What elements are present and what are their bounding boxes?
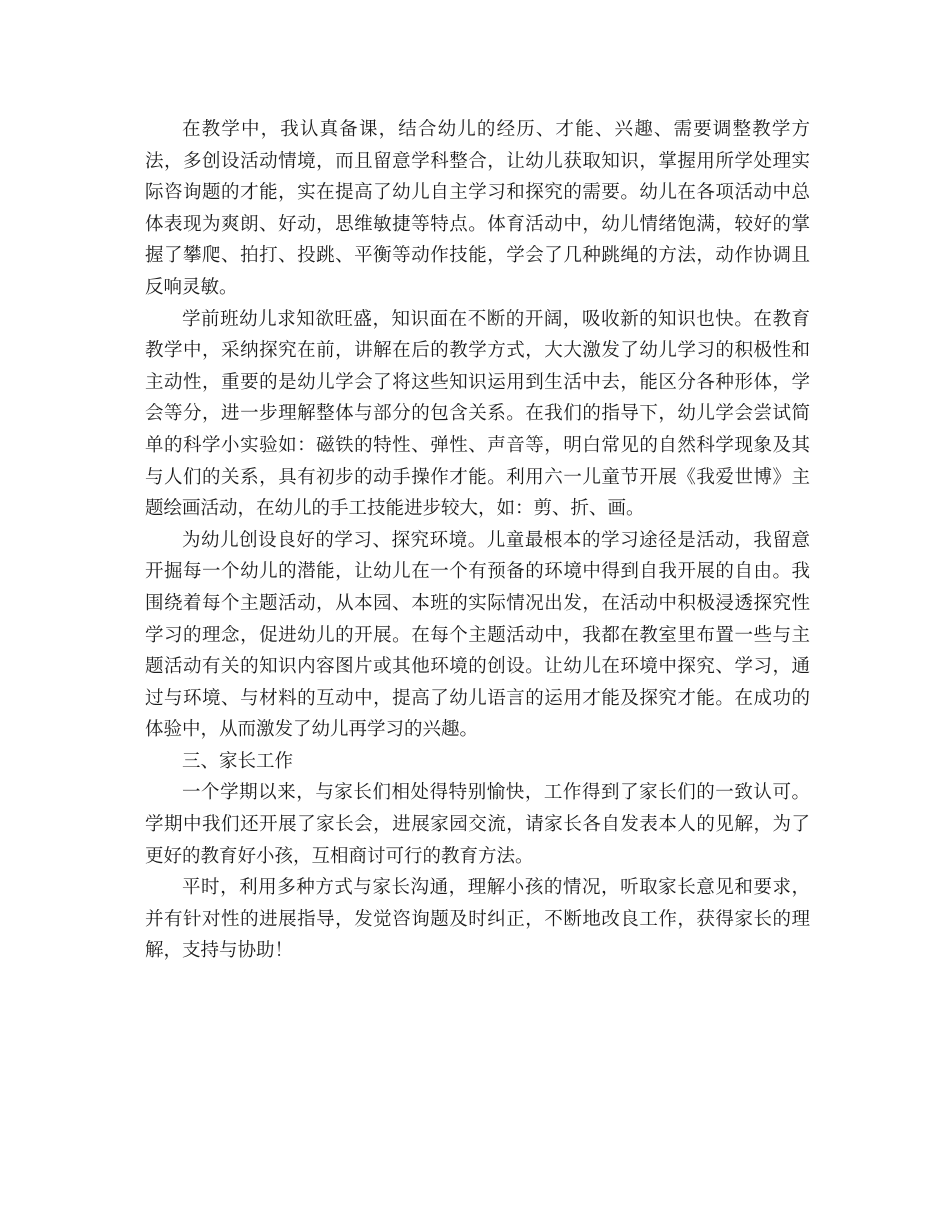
paragraph-environment: 为幼儿创设良好的学习、探究环境。儿童最根本的学习途径是活动，我留意开掘每一个幼儿的潜能，让幼儿在一个有预备的环境中得到自我开展的自由。我围绕着每个主题活动，从本园、本班的实际情况出发，在活动中积极浸透探究性学习的理念，促进幼儿的开展。在每个主题活动中，我都在教室里布置一些与主题活动有关的知识内容图片或其他环境的创设。让幼儿在环境中探究、学习，通过与环境、与材料的互动中，提高了幼儿语言的运用才能及探究才能。在成功的体验中，从而激发了幼儿再学习的兴趣。 bbox=[145, 529, 810, 741]
paragraph-teaching: 在教学中，我认真备课，结合幼儿的经历、才能、兴趣、需要调整教学方法，多创设活动情境，而且留意学科整合，让幼儿获取知识，掌握用所学处理实际咨询题的才能，实在提高了幼儿自主学习和探究的需要。幼儿在各项活动中总体表现为爽朗、好动，思维敏捷等特点。体育活动中，幼儿情绪饱满，较好的掌握了攀爬、拍打、投跳、平衡等动作技能，学会了几种跳绳的方法，动作协调且反响灵敏。 bbox=[145, 119, 810, 298]
section-heading-parent-work: 三、家长工作 bbox=[182, 750, 294, 772]
document-body bbox=[145, 114, 810, 967]
paragraph-parent-relations: 一个学期以来，与家长们相处得特别愉快，工作得到了家长们的一致认可。学期中我们还开展了家长会，进展家园交流，请家长各自发表本人的见解，为了更好的教育好小孩，互相商讨可行的教育方法。 bbox=[145, 782, 810, 867]
paragraph-preschool-class: 学前班幼儿求知欲旺盛，知识面在不断的开阔，吸收新的知识也快。在教育教学中，采纳探究在前，讲解在后的教学方式，大大激发了幼儿学习的积极性和主动性，重要的是幼儿学会了将这些知识运用到生活中去，能区分各种形体，学会等分，进一步理解整体与部分的包含关系。在我们的指导下，幼儿学会尝试简单的科学小实验如：磁铁的特性、弹性、声音等，明白常见的自然科学现象及其与人们的关系，具有初步的动手操作才能。利用六一儿童节开展《我爱世博》主题绘画活动，在幼儿的手工技能进步较大，如：剪、折、画。 bbox=[145, 308, 810, 520]
paragraph-parent-communication: 平时，利用多种方式与家长沟通，理解小孩的情况，听取家长意见和要求，并有针对性的进展指导，发觉咨询题及时纠正，不断地改良工作，获得家长的理解，支持与协助！ bbox=[145, 877, 810, 962]
